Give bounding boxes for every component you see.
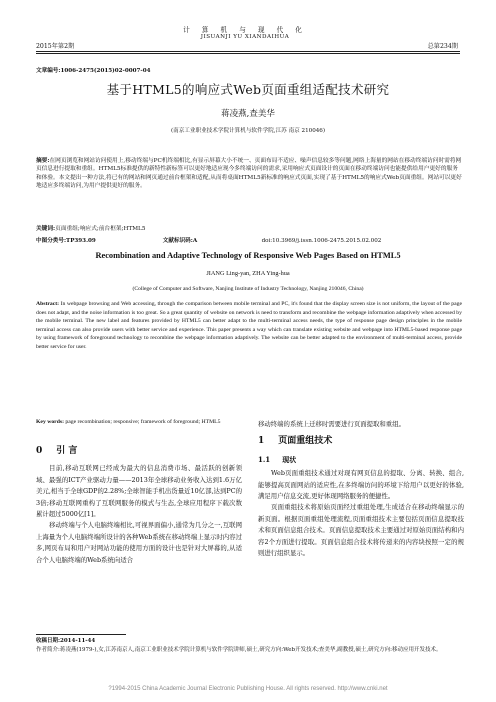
- header-total-issue: 总第234期: [427, 43, 458, 50]
- doi: doi:10.3969/j.issn.1006-2475.2015.02.002: [261, 238, 382, 244]
- journal-name-en: JISUANJI YU XIANDAIHUA: [200, 34, 290, 40]
- affiliation-cn: (南京工业职业技术学院计算机与软件学院,江苏 南京 210046): [170, 128, 326, 134]
- section-1-heading: [258, 436, 464, 447]
- keywords-en-label: Key words:: [36, 419, 64, 425]
- journal-name-cn: 计 算 机 与 现 代 化: [183, 26, 307, 34]
- authors-cn: 蒋凌燕,查美华: [221, 109, 275, 119]
- abstract-en-text: In webpage browsing and Web accessing, through the comparison between mobile terminal and PC, it's found that the display screen size is not uniform, the layout of the page does not adapt, and the noise information is too great. So a great quantity of website on network is need to transform and recombine the webpage information adaptively when accessed by the mobile terminal. The new label and features provided by HTML5 can better adapt to the multi-terminal access needs, the type of response page design principles in the mobile terminal access can also provide users with better service and experience. This paper presents a way which can translate existing website and webpage into HTML5-based response page by using framework of foreground technology to recombine the webpage information adaptively. The website can be better adapted to the environment of multi-terminal access, provide better service for user.: [36, 301, 462, 350]
- footnote: [36, 637, 462, 655]
- affiliation-en: (College of Computer and Software, Nanjing Institute of Industry Technology, Nanjing 210046, China): [132, 286, 364, 292]
- copyright-line: ?1994-2015 China Academic Journal Electronic Publishing House. All rights reserved. http://www.cnki.net: [108, 686, 388, 692]
- section-1-paragraph-2: 页面重组技术将原始页面经过重组处理,生成适合在移动终端显示的新页面。根据页面重组处理流程,页面重组技术主要包括页面信息提取技术和页面信息组合技术。页面信息提取技术主要通过对原始页面结构和内容2个方面进行提取。页面信息组合技术将传递来的内容块按照一定的规则进行组织显示。: [258, 503, 464, 558]
- header-journal: [170, 24, 320, 40]
- document-code: 文献标识码:A: [162, 238, 198, 244]
- abstract-en-label: Abstract:: [36, 301, 60, 307]
- title-en: Recombination and Adaptive Technology of Responsive Web Pages Based on HTML5: [95, 251, 401, 260]
- section-intro-number: 0: [36, 446, 43, 456]
- title-cn: 基于HTML5的响应式Web页面重组适配技术研究: [106, 82, 390, 97]
- section-1-title: 页面重组技术: [278, 436, 333, 447]
- author-bio: 作者简介:蒋凌燕(1979-),女,江苏南京人,南京工业职业技术学院计算机与软件学院讲师,硕士,研究方向:Web开发技术;查美华,副教授,硕士,研究方向:移动应用开发技术。: [36, 647, 442, 653]
- received-date: 收稿日期:2014-11-44: [36, 638, 96, 644]
- classification-line: [36, 236, 462, 244]
- keywords-en-text: page recombination; responsive; framework of foreground; HTML5: [65, 419, 221, 425]
- right-column: [258, 419, 464, 559]
- subsection-1-1-heading: [258, 454, 464, 465]
- abstract-cn: [36, 157, 462, 191]
- keywords-cn-text: 页面重组;响应式;前台框架;HTML5: [55, 226, 146, 232]
- subsection-1-1-number: 1.1: [258, 454, 271, 464]
- section-intro-title: 引 言: [56, 446, 78, 456]
- header-issue: 2015年第2期: [36, 43, 75, 50]
- intro-continuation: 移动终端的系统上迁移时需要进行页面提取和重组。: [258, 420, 405, 428]
- keywords-cn-label: 关键词:: [36, 226, 56, 232]
- section-intro-heading: [36, 446, 242, 457]
- header-rule-bottom: [36, 53, 460, 54]
- abstract-cn-label: 摘要:: [36, 158, 50, 164]
- clc-number: 中图分类号:TP393.09: [36, 238, 96, 244]
- section-1-paragraph-1: Web页面重组技术通过对现有网页信息的提取、分离、转换、组合,能够提高页面网站的适应性,在多终端访问的环境下给用户以更好的体验,满足用户信息交流,更好体现网络服务的便捷性。: [258, 469, 464, 501]
- abstract-en: [36, 300, 462, 352]
- intro-paragraph-1: 目前,移动互联网已经成为最大的信息消费市场、最活跃的创新领域、最强的ICT产业驱动力量——2013年全球移动业务收入达到1.6万亿美元,相当于全球GDP的2.28%;全球智能手机出货量近10亿部,达到PC的3倍;移动互联网重构了互联网服务的模式与生态,全球应用程序下载次数累计超过5000亿[1]。: [36, 464, 242, 519]
- header-rule-top: [36, 51, 460, 52]
- subsection-1-1-title: 现状: [282, 454, 297, 464]
- footnote-rule: [36, 634, 126, 635]
- left-column: [36, 440, 242, 566]
- section-1-number: 1: [258, 436, 265, 447]
- authors-en: JIANG Ling-yan, ZHA Ying-hua: [206, 270, 290, 277]
- intro-paragraph-2: 移动终端与个人电脑终端相比,可视界面偏小,通常为几分之一,互联网上海量为个人电脑终端所设计的各种Web系统在移动终端上显示时内容过多,网页布局和用户对网站功能的使用方面的设计也是针对大屏幕的,从适合个人电脑终端的Web系统向适合: [36, 521, 242, 564]
- article-number: 文章编号:1006-2475(2015)02-0007-04: [36, 68, 151, 74]
- keywords-cn: [36, 225, 462, 233]
- abstract-cn-text: 在网页浏览和网站访问使用上,移动终端与PC机终端相比,有显示屏幕大小不统一、页面布局不适应、噪声信息较多等问题,网络上海量的网站在移动终端访问时需将网页信息进行提取和重组。HTML5标准提供的新特性新标签可以更好地适应现今多终端访问的需求,采用响应式页面设计的页面在移动终端访问也能提供给用户更好的服务和体验。本文提出一种方法,将已有的网站和网页通过前台框架和适配,从而将桌面HTML5新标准的响应式页面,实现了基于HTML5的响应式Web页面重组。网站可以更好地适应多终端访问,为用户提供更好的服务。: [36, 158, 462, 190]
